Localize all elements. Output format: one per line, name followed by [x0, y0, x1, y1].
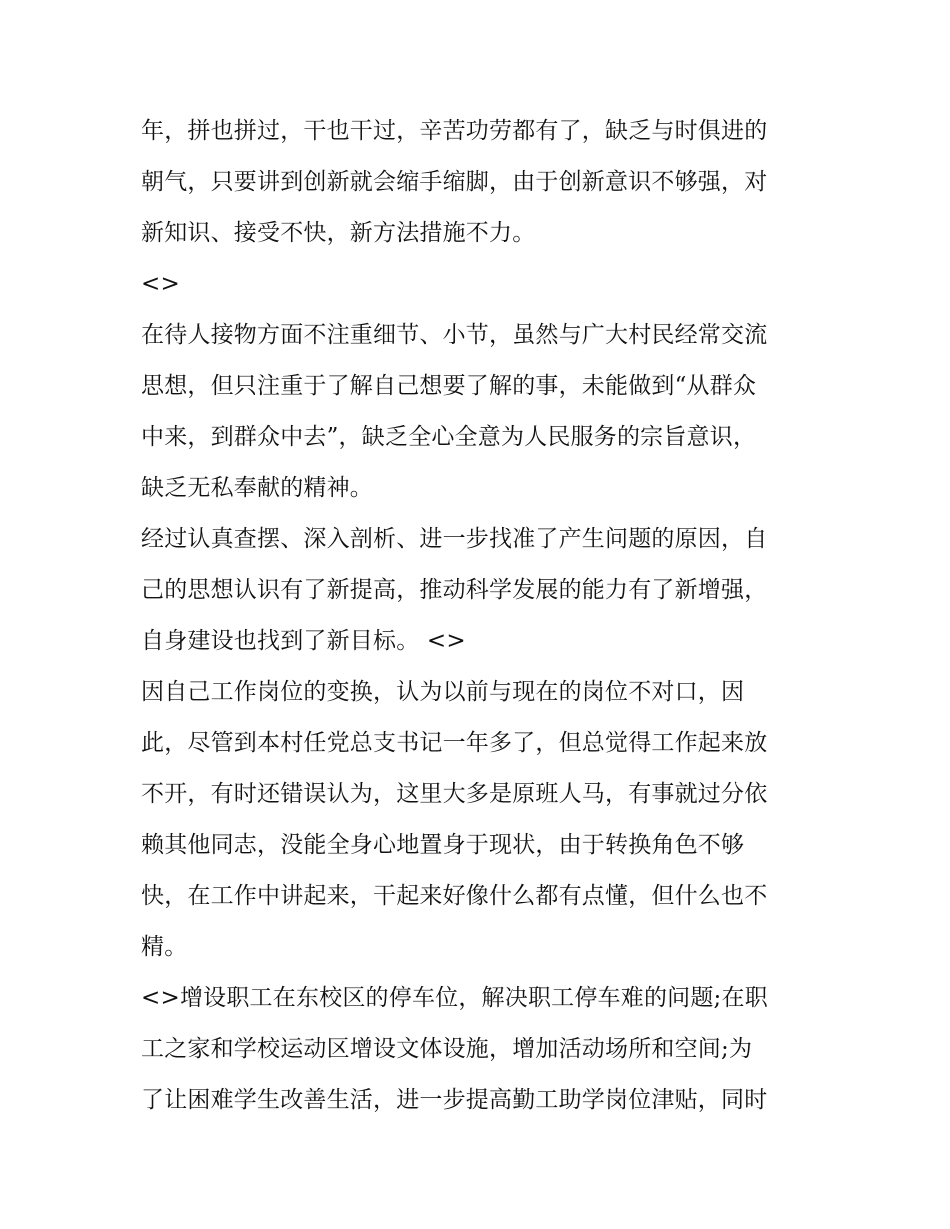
text-line: 缺乏无私奉献的精神。	[141, 475, 373, 501]
text-line: 了让困难学生改善生活，进一步提高勤工助学岗位津贴，同时	[141, 1087, 768, 1113]
text-line: 因自己工作岗位的变换，认为以前与现在的岗位不对口，因	[141, 679, 745, 705]
text-line: 己的思想认识有了新提高，推动科学发展的能力有了新增强，	[141, 577, 768, 603]
document-body	[141, 106, 821, 1126]
text-line: 经过认真查摆、深入剖析、进一步找准了产生问题的原因，自	[141, 526, 768, 552]
text-line: 朝气，只要讲到创新就会缩手缩脚，由于创新意识不够强，对	[141, 169, 768, 195]
text-line: <>增设职工在东校区的停车位，解决职工停车难的问题;在职	[141, 985, 768, 1011]
text-line: 在待人接物方面不注重细节、小节，虽然与广大村民经常交流	[141, 322, 768, 348]
text-line: 精。	[141, 934, 188, 960]
text-line: 新知识、接受不快，新方法措施不力。	[141, 220, 536, 246]
text-line: 中来，到群众中去”，缺乏全心全意为人民服务的宗旨意识，	[141, 424, 757, 450]
text-line: 不开，有时还错误认为，这里大多是原班人马，有事就过分依	[141, 781, 768, 807]
text-line: 工之家和学校运动区增设文体设施，增加活动场所和空间;为	[141, 1036, 753, 1062]
text-line: 年，拼也拼过，干也干过，辛苦功劳都有了，缺乏与时俱进的	[141, 118, 768, 144]
text-line: 思想，但只注重于了解自己想要了解的事，未能做到“从群众	[141, 373, 757, 399]
text-line: 快，在工作中讲起来，干起来好像什么都有点懂，但什么也不	[141, 883, 768, 909]
text-line: 此，尽管到本村任党总支书记一年多了，但总觉得工作起来放	[141, 730, 768, 756]
text-line: 赖其他同志，没能全身心地置身于现状，由于转换角色不够	[141, 832, 745, 858]
text-line: 自身建设也找到了新目标。 <>	[141, 628, 466, 654]
text-line: <>	[141, 271, 180, 297]
